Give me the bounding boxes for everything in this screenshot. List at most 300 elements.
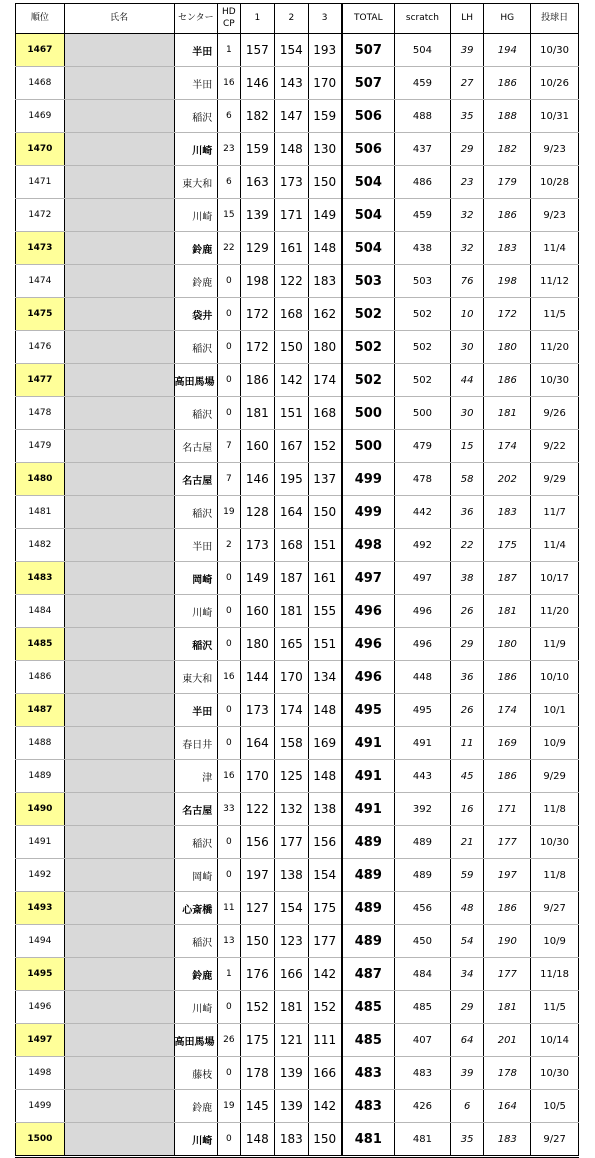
total-cell: 495	[342, 694, 395, 727]
center-cell: 名古屋	[174, 793, 218, 826]
game1-cell: 175	[240, 1024, 275, 1057]
date-cell: 10/30	[531, 1057, 579, 1090]
total-cell: 496	[342, 661, 395, 694]
game3-cell: 170	[308, 67, 342, 100]
table-row	[16, 397, 579, 430]
hg-cell: 174	[484, 430, 531, 463]
lh-cell: 39	[450, 34, 484, 67]
game2-cell: 142	[275, 364, 309, 397]
name-cell	[64, 925, 174, 958]
hdcp-cell: 0	[218, 397, 240, 430]
game3-cell: 175	[308, 892, 342, 925]
scratch-cell: 484	[395, 958, 451, 991]
table-row	[16, 826, 579, 859]
total-cell: 502	[342, 331, 395, 364]
lh-cell: 10	[450, 298, 484, 331]
hg-cell: 197	[484, 859, 531, 892]
date-cell: 9/26	[531, 397, 579, 430]
total-cell: 507	[342, 34, 395, 67]
game2-cell: 132	[275, 793, 309, 826]
hg-cell: 187	[484, 562, 531, 595]
table-row	[16, 133, 579, 166]
date-cell: 11/20	[531, 331, 579, 364]
name-cell	[64, 1123, 174, 1157]
game3-cell: 193	[308, 34, 342, 67]
game2-cell: 123	[275, 925, 309, 958]
total-cell: 502	[342, 364, 395, 397]
hg-cell: 180	[484, 628, 531, 661]
center-cell: 鈴鹿	[174, 1090, 218, 1123]
scratch-cell: 437	[395, 133, 451, 166]
date-cell: 9/27	[531, 892, 579, 925]
center-cell: 稲沢	[174, 826, 218, 859]
rank-cell: 1469	[16, 100, 65, 133]
table-row	[16, 1123, 579, 1157]
hg-cell: 179	[484, 166, 531, 199]
game2-cell: 173	[275, 166, 309, 199]
header-name: 氏名	[64, 4, 174, 34]
table-row	[16, 958, 579, 991]
name-cell	[64, 958, 174, 991]
hdcp-cell: 33	[218, 793, 240, 826]
scratch-cell: 459	[395, 67, 451, 100]
rank-cell: 1487	[16, 694, 65, 727]
name-cell	[64, 826, 174, 859]
scratch-cell: 502	[395, 298, 451, 331]
table-body	[16, 34, 579, 1157]
game3-cell: 148	[308, 232, 342, 265]
rank-cell: 1475	[16, 298, 65, 331]
lh-cell: 58	[450, 463, 484, 496]
total-cell: 497	[342, 562, 395, 595]
total-cell: 487	[342, 958, 395, 991]
rank-cell: 1492	[16, 859, 65, 892]
hdcp-cell: 7	[218, 430, 240, 463]
header-lh: LH	[450, 4, 484, 34]
game1-cell: 157	[240, 34, 275, 67]
hg-cell: 175	[484, 529, 531, 562]
date-cell: 10/26	[531, 67, 579, 100]
game2-cell: 181	[275, 991, 309, 1024]
game3-cell: 150	[308, 1123, 342, 1157]
center-cell: 心斎橋	[174, 892, 218, 925]
scratch-cell: 478	[395, 463, 451, 496]
rank-cell: 1494	[16, 925, 65, 958]
center-cell: 川崎	[174, 991, 218, 1024]
center-cell: 東大和	[174, 661, 218, 694]
header-game2: 2	[275, 4, 309, 34]
game2-cell: 154	[275, 34, 309, 67]
table-row	[16, 67, 579, 100]
date-cell: 10/10	[531, 661, 579, 694]
center-cell: 高田馬場	[174, 364, 218, 397]
date-cell: 9/23	[531, 133, 579, 166]
hg-cell: 202	[484, 463, 531, 496]
lh-cell: 22	[450, 529, 484, 562]
table-row	[16, 727, 579, 760]
game3-cell: 134	[308, 661, 342, 694]
game2-cell: 150	[275, 331, 309, 364]
hg-cell: 172	[484, 298, 531, 331]
hdcp-cell: 1	[218, 958, 240, 991]
header-hdcp-line2: CP	[223, 18, 235, 29]
rank-cell: 1491	[16, 826, 65, 859]
game3-cell: 130	[308, 133, 342, 166]
game2-cell: 167	[275, 430, 309, 463]
scratch-cell: 492	[395, 529, 451, 562]
center-cell: 鈴鹿	[174, 265, 218, 298]
hdcp-cell: 0	[218, 562, 240, 595]
table-row	[16, 694, 579, 727]
name-cell	[64, 364, 174, 397]
hdcp-cell: 0	[218, 826, 240, 859]
date-cell: 11/4	[531, 529, 579, 562]
rank-cell: 1500	[16, 1123, 65, 1157]
game3-cell: 142	[308, 958, 342, 991]
game3-cell: 177	[308, 925, 342, 958]
hdcp-cell: 0	[218, 298, 240, 331]
lh-cell: 29	[450, 628, 484, 661]
scratch-cell: 489	[395, 859, 451, 892]
name-cell	[64, 991, 174, 1024]
game1-cell: 139	[240, 199, 275, 232]
game3-cell: 162	[308, 298, 342, 331]
hdcp-cell: 0	[218, 1123, 240, 1157]
hg-cell: 180	[484, 331, 531, 364]
table-row	[16, 331, 579, 364]
total-cell: 507	[342, 67, 395, 100]
total-cell: 506	[342, 133, 395, 166]
scratch-cell: 459	[395, 199, 451, 232]
name-cell	[64, 859, 174, 892]
name-cell	[64, 430, 174, 463]
total-cell: 498	[342, 529, 395, 562]
scratch-cell: 496	[395, 628, 451, 661]
game1-cell: 180	[240, 628, 275, 661]
center-cell: 藤枝	[174, 1057, 218, 1090]
hg-cell: 182	[484, 133, 531, 166]
lh-cell: 54	[450, 925, 484, 958]
game3-cell: 148	[308, 760, 342, 793]
game3-cell: 152	[308, 430, 342, 463]
center-cell: 半田	[174, 694, 218, 727]
game2-cell: 139	[275, 1090, 309, 1123]
name-cell	[64, 661, 174, 694]
hg-cell: 174	[484, 694, 531, 727]
center-cell: 春日井	[174, 727, 218, 760]
date-cell: 10/31	[531, 100, 579, 133]
rank-cell: 1495	[16, 958, 65, 991]
rank-cell: 1467	[16, 34, 65, 67]
lh-cell: 76	[450, 265, 484, 298]
date-cell: 10/5	[531, 1090, 579, 1123]
name-cell	[64, 1057, 174, 1090]
game2-cell: 158	[275, 727, 309, 760]
game2-cell: 151	[275, 397, 309, 430]
game1-cell: 160	[240, 430, 275, 463]
name-cell	[64, 529, 174, 562]
name-cell	[64, 892, 174, 925]
lh-cell: 30	[450, 397, 484, 430]
table-row	[16, 1090, 579, 1123]
game3-cell: 149	[308, 199, 342, 232]
rank-cell: 1485	[16, 628, 65, 661]
game1-cell: 186	[240, 364, 275, 397]
date-cell: 11/8	[531, 859, 579, 892]
scratch-cell: 504	[395, 34, 451, 67]
hdcp-cell: 13	[218, 925, 240, 958]
game2-cell: 122	[275, 265, 309, 298]
lh-cell: 27	[450, 67, 484, 100]
table-row	[16, 793, 579, 826]
hg-cell: 178	[484, 1057, 531, 1090]
game3-cell: 142	[308, 1090, 342, 1123]
scratch-cell: 442	[395, 496, 451, 529]
hg-cell: 183	[484, 1123, 531, 1157]
rank-cell: 1474	[16, 265, 65, 298]
game2-cell: 171	[275, 199, 309, 232]
center-cell: 稲沢	[174, 397, 218, 430]
game2-cell: 121	[275, 1024, 309, 1057]
rank-cell: 1499	[16, 1090, 65, 1123]
lh-cell: 6	[450, 1090, 484, 1123]
table-row	[16, 991, 579, 1024]
name-cell	[64, 628, 174, 661]
hg-cell: 186	[484, 661, 531, 694]
hdcp-cell: 2	[218, 529, 240, 562]
scratch-cell: 503	[395, 265, 451, 298]
lh-cell: 30	[450, 331, 484, 364]
lh-cell: 36	[450, 496, 484, 529]
lh-cell: 23	[450, 166, 484, 199]
table-row	[16, 925, 579, 958]
hdcp-cell: 7	[218, 463, 240, 496]
date-cell: 11/4	[531, 232, 579, 265]
scratch-cell: 456	[395, 892, 451, 925]
center-cell: 川崎	[174, 595, 218, 628]
scratch-cell: 481	[395, 1123, 451, 1157]
header-hdcp-line1: HD	[222, 7, 236, 18]
game3-cell: 151	[308, 529, 342, 562]
name-cell	[64, 298, 174, 331]
hg-cell: 181	[484, 991, 531, 1024]
game1-cell: 146	[240, 67, 275, 100]
center-cell: 岡崎	[174, 859, 218, 892]
name-cell	[64, 793, 174, 826]
hdcp-cell: 16	[218, 661, 240, 694]
scratch-cell: 489	[395, 826, 451, 859]
game2-cell: 170	[275, 661, 309, 694]
lh-cell: 59	[450, 859, 484, 892]
date-cell: 9/29	[531, 463, 579, 496]
date-cell: 10/28	[531, 166, 579, 199]
game1-cell: 129	[240, 232, 275, 265]
table-row	[16, 661, 579, 694]
game2-cell: 164	[275, 496, 309, 529]
total-cell: 496	[342, 595, 395, 628]
rank-cell: 1483	[16, 562, 65, 595]
name-cell	[64, 166, 174, 199]
total-cell: 483	[342, 1057, 395, 1090]
rank-cell: 1480	[16, 463, 65, 496]
game2-cell: 166	[275, 958, 309, 991]
hdcp-cell: 0	[218, 727, 240, 760]
game2-cell: 165	[275, 628, 309, 661]
game3-cell: 151	[308, 628, 342, 661]
hg-cell: 186	[484, 199, 531, 232]
table-row	[16, 529, 579, 562]
game1-cell: 197	[240, 859, 275, 892]
name-cell	[64, 496, 174, 529]
hdcp-cell: 16	[218, 67, 240, 100]
header-hdcp	[218, 4, 240, 34]
scratch-cell: 485	[395, 991, 451, 1024]
center-cell: 高田馬場	[174, 1024, 218, 1057]
game3-cell: 161	[308, 562, 342, 595]
rank-cell: 1490	[16, 793, 65, 826]
hdcp-cell: 6	[218, 100, 240, 133]
table-row	[16, 595, 579, 628]
scratch-cell: 496	[395, 595, 451, 628]
lh-cell: 15	[450, 430, 484, 463]
table-row	[16, 496, 579, 529]
total-cell: 499	[342, 496, 395, 529]
lh-cell: 21	[450, 826, 484, 859]
hg-cell: 190	[484, 925, 531, 958]
game2-cell: 154	[275, 892, 309, 925]
ranking-table	[15, 3, 579, 1158]
game2-cell: 161	[275, 232, 309, 265]
game1-cell: 145	[240, 1090, 275, 1123]
total-cell: 489	[342, 925, 395, 958]
table-row	[16, 430, 579, 463]
game3-cell: 174	[308, 364, 342, 397]
table-row	[16, 298, 579, 331]
table-header	[16, 4, 579, 34]
total-cell: 500	[342, 397, 395, 430]
hg-cell: 186	[484, 760, 531, 793]
game1-cell: 156	[240, 826, 275, 859]
center-cell: 川崎	[174, 199, 218, 232]
lh-cell: 29	[450, 991, 484, 1024]
date-cell: 9/29	[531, 760, 579, 793]
lh-cell: 35	[450, 100, 484, 133]
table-row	[16, 199, 579, 232]
game1-cell: 172	[240, 331, 275, 364]
rank-cell: 1481	[16, 496, 65, 529]
game3-cell: 152	[308, 991, 342, 1024]
game1-cell: 159	[240, 133, 275, 166]
center-cell: 稲沢	[174, 925, 218, 958]
game3-cell: 169	[308, 727, 342, 760]
lh-cell: 35	[450, 1123, 484, 1157]
game1-cell: 163	[240, 166, 275, 199]
hg-cell: 181	[484, 397, 531, 430]
game2-cell: 147	[275, 100, 309, 133]
header-total: TOTAL	[342, 4, 395, 34]
name-cell	[64, 331, 174, 364]
game2-cell: 168	[275, 298, 309, 331]
total-cell: 489	[342, 892, 395, 925]
rank-cell: 1498	[16, 1057, 65, 1090]
header-game3: 3	[308, 4, 342, 34]
hdcp-cell: 0	[218, 265, 240, 298]
hg-cell: 171	[484, 793, 531, 826]
center-cell: 稲沢	[174, 100, 218, 133]
hg-cell: 181	[484, 595, 531, 628]
lh-cell: 44	[450, 364, 484, 397]
hdcp-cell: 19	[218, 496, 240, 529]
game1-cell: 182	[240, 100, 275, 133]
game3-cell: 166	[308, 1057, 342, 1090]
table-row	[16, 265, 579, 298]
rank-cell: 1479	[16, 430, 65, 463]
scratch-cell: 443	[395, 760, 451, 793]
name-cell	[64, 727, 174, 760]
lh-cell: 36	[450, 661, 484, 694]
game1-cell: 144	[240, 661, 275, 694]
total-cell: 489	[342, 859, 395, 892]
hdcp-cell: 0	[218, 364, 240, 397]
center-cell: 稲沢	[174, 331, 218, 364]
name-cell	[64, 397, 174, 430]
lh-cell: 11	[450, 727, 484, 760]
game1-cell: 146	[240, 463, 275, 496]
center-cell: 岡崎	[174, 562, 218, 595]
scratch-cell: 426	[395, 1090, 451, 1123]
center-cell: 名古屋	[174, 430, 218, 463]
game1-cell: 128	[240, 496, 275, 529]
game2-cell: 125	[275, 760, 309, 793]
game1-cell: 176	[240, 958, 275, 991]
scratch-cell: 407	[395, 1024, 451, 1057]
total-cell: 503	[342, 265, 395, 298]
total-cell: 491	[342, 727, 395, 760]
table-row	[16, 232, 579, 265]
name-cell	[64, 1090, 174, 1123]
hdcp-cell: 26	[218, 1024, 240, 1057]
game3-cell: 111	[308, 1024, 342, 1057]
hg-cell: 186	[484, 67, 531, 100]
hg-cell: 198	[484, 265, 531, 298]
game3-cell: 137	[308, 463, 342, 496]
scratch-cell: 495	[395, 694, 451, 727]
date-cell: 10/9	[531, 727, 579, 760]
scratch-cell: 491	[395, 727, 451, 760]
hdcp-cell: 0	[218, 991, 240, 1024]
total-cell: 489	[342, 826, 395, 859]
scratch-cell: 392	[395, 793, 451, 826]
header-date: 投球日	[531, 4, 579, 34]
center-cell: 半田	[174, 529, 218, 562]
game1-cell: 178	[240, 1057, 275, 1090]
table-row	[16, 892, 579, 925]
hg-cell: 194	[484, 34, 531, 67]
date-cell: 11/9	[531, 628, 579, 661]
scratch-cell: 448	[395, 661, 451, 694]
hdcp-cell: 6	[218, 166, 240, 199]
total-cell: 481	[342, 1123, 395, 1157]
center-cell: 鈴鹿	[174, 232, 218, 265]
total-cell: 504	[342, 232, 395, 265]
lh-cell: 32	[450, 232, 484, 265]
header-scratch: scratch	[395, 4, 451, 34]
rank-cell: 1496	[16, 991, 65, 1024]
game2-cell: 181	[275, 595, 309, 628]
game1-cell: 198	[240, 265, 275, 298]
total-cell: 506	[342, 100, 395, 133]
hg-cell: 183	[484, 496, 531, 529]
